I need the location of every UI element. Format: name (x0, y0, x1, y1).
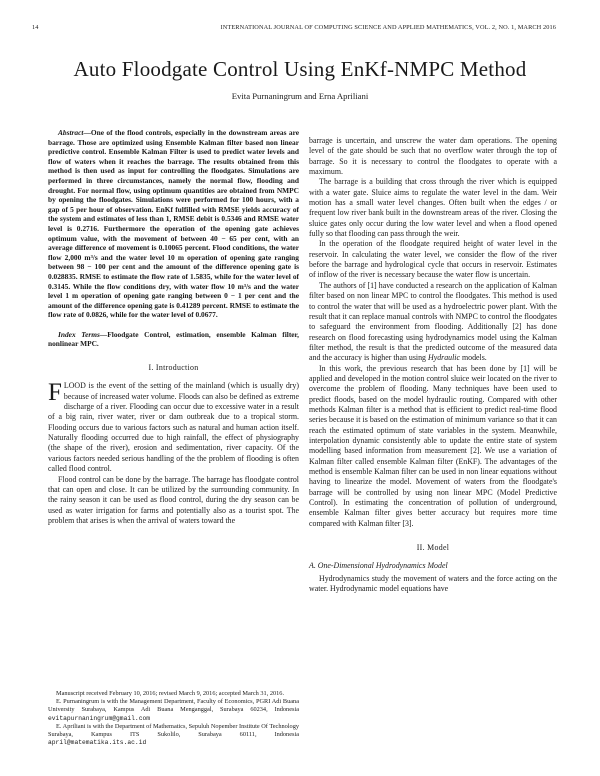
footnote-manuscript: Manuscript received February 10, 2016; revised March 9, 2016; accepted March 31, 2016. (56, 690, 285, 697)
intro-paragraph-2: Flood control can be done by the barrage. The barrage has floodgate control that can open and close. It can be utilized by the surrounding community. In the rainy season it can be used as flood control, during the dry season can be used as water irrigation for farms and potentially also as a tourist spot. The problem that arises is when the arrival of waters toward the (48, 474, 299, 525)
body-paragraph-5: In this work, the previous research that has been done by [1] will be applied and developed in the motion control sluice weir located on the river to overcome the problem of flooding. Many techniques have been used to predict floods, based on the model hydraulic routing. Compared with other methods Kalman filter is a method that is efficient to predict real-time flood series because it is based on the estimation of minimum variance so that it can reach the estimated optimum of state variables in the system. Meanwhile, interpolation dynamic consistently able to update the entire state of system modelling based information from measurement [2]. We use a variation of Kalman filter called ensemble Kalman filter (EnKF). The advantages of the method is ensemble Kalman filter can be used in non linear equations without having to linearize the model. Movement of waters from the floodgate's barrage will be controlled by using non linear MPC (Model Predictive Control). In estimating the concentration of pollution of underground, ensemble Kalman filter gives better accuracy but requires more time compared with Kalman filter [3]. (309, 363, 557, 528)
body-paragraph-4-end: models. (461, 353, 487, 363)
section-heading-model: II. Model (416, 543, 450, 553)
index-terms-label: Index Terms (58, 329, 100, 339)
footnote-author-2-text: E. Apriliani is with the Department of Mathematics, Sepuluh Nopember Institute Of Technology Surabaya, Kampus ITS Sukolilo, Surabaya 60111, Indonesia (48, 722, 299, 739)
body-paragraph-4-text: The authors of [1] have conducted a research on the application of Kalman filter based on non linear MPC to control the floodgates. This method is used to control the water that will be used as a hydroelectric power plant. With the result that it can replace manual controls with NMPC to control the floodgates to safeguard the environment from flooding. Additionally [2] has done research on flood forecasting using hydrodynamics model using the Kalman filter method, the result is that the predicted outcome of the measured data and the accuracy is higher than using (309, 280, 557, 363)
drop-cap: F (48, 379, 62, 407)
footnote-author-2 (48, 723, 299, 748)
body-paragraph-4 (309, 281, 557, 364)
paper-authors: Evita Purnaningrum and Erna Apriliani (231, 91, 369, 101)
body-paragraph-3: In the operation of the floodgate required height of water level in the reservoir. In calculating the water level, we consider the flow of the river before the barrage and hydrological cycle that occurs in reservoir. Estimates of inflow of the river is necessary because the water flow is uncertain. (309, 239, 557, 280)
hydraulic-italic: Hydraulic (428, 353, 460, 363)
email-link-2[interactable]: april@matematika.its.ac.id (48, 739, 147, 747)
left-column (48, 128, 299, 526)
footnote-author-1 (48, 698, 299, 723)
index-terms-text: —Floodgate Control, estimation, ensemble Kalman filter, nonlinear MPC. (48, 329, 300, 349)
body-paragraph-6: Hydrodynamics study the movement of waters and the force acting on the water. Hydrodynamic model equations have (309, 573, 557, 594)
footnote-author-1-text: E. Purnaningrum is with the Management Department, Faculty of Economics, PGRI Adi Buana University Surabaya, Kampus Adi Buana Menganggal, Surabaya 60234, Indonesia (48, 698, 299, 714)
email-link-1[interactable]: evitapurnaningrum@gmail.com (48, 714, 151, 722)
abstract (48, 128, 299, 320)
page-number: 14 (32, 24, 39, 31)
journal-title: INTERNATIONAL JOURNAL OF COMPUTING SCIENCE AND APPLIED MATHEMATICS, VOL. 2, NO. 1, MARCH 2016 (220, 24, 556, 31)
paper-title: Auto Floodgate Control Using EnKf-NMPC Method (73, 57, 527, 81)
abstract-text: —One of the flood controls, especially in the downstream areas are barrage. Those are optimized using Ensemble Kalman filter based non linear predictive control. Ensemble Kalman Filter is used to predict water levels and flow of waters when it reaches the barrage. The results obtained from this method is then used as input for controlling the floodgates. Simulations are performed in three circumstances, namely the normal flow, flooding and drought. For normal flow, using optimum quantities are obtained from NMPC by opening the floodgates. Simulations were performed for 100 hours, with a gap of 5 per hour of observation. EnKf fulfilled with RMSE yields accuracy of the system and estimates of less than 1, RMSE debit is 0.5346 and RMSE water level is 0.2716. Furthermore the operation of the opening gate achieves optimum value, with the movement of between 40 − 65 per cent, with an average difference of movement is 0.10065 percent. Flood conditions, the water flow 2,000 m³/s and the water level 10 m operation of opening gate ranging between 98 − 100 per cent and the amount of the difference opening gate is 0.028835. RMSE to estimate the flow rate of 1.5835, while for the water level of 0.3145. While the flow conditions dry, with water flow 10 m³/s and the water level 1 m operation of opening gate ranging between 0 − 1 per cent and the amount of the difference opening gate is 0.41289 percent. RMSE to estimate the flow rate of 0.0826, while for the water level of 0.0677. (48, 128, 299, 320)
right-column (309, 136, 557, 594)
index-terms (48, 330, 299, 349)
subsection-heading-hydrodynamics: A. One-Dimensional Hydrodynamics Model (309, 561, 448, 571)
intro-paragraph-1 (48, 381, 299, 474)
body-paragraph-1: barrage is uncertain, and unscrew the water dam operations. The opening level of the gate should be such that no overflow water through the top of barrage. So it is necessary to control the floodgates to operate with a maximum. (309, 136, 557, 177)
section-heading-introduction: I. Introduction (148, 363, 199, 373)
abstract-label: Abstract (58, 128, 84, 137)
footnotes (48, 690, 299, 747)
intro-paragraph-1-text: LOOD is the event of the setting of the mainland (which is usually dry) because of increased water volume. Floods can also be defined as extreme discharge of a river. Flooding can occur due to excessive water in a result of a big rain, river water, river or dam outbreak due to a tropical storm. Flooding occurs due to various factors such as natural and human action itself. Naturally flooding occurred due to high rainfall, the effect of physiography (the shape of the river), erosion and sedimentation, river capacity. Of the various factors needed serious handling of the the problem of flooding is often called flood control. (48, 381, 299, 474)
body-paragraph-2: The barrage is a building that cross through the river which is equipped with a water gate. Sluice aims to regulate the water level in the dam. Weir motion has a small water level changes. Often built when the edges / or frequent low river bank built in the downstream areas of the river. Closing the sluice gates only occur during the low water level and when a flood opened fully so that flooding can pass through the weir. (309, 177, 557, 239)
